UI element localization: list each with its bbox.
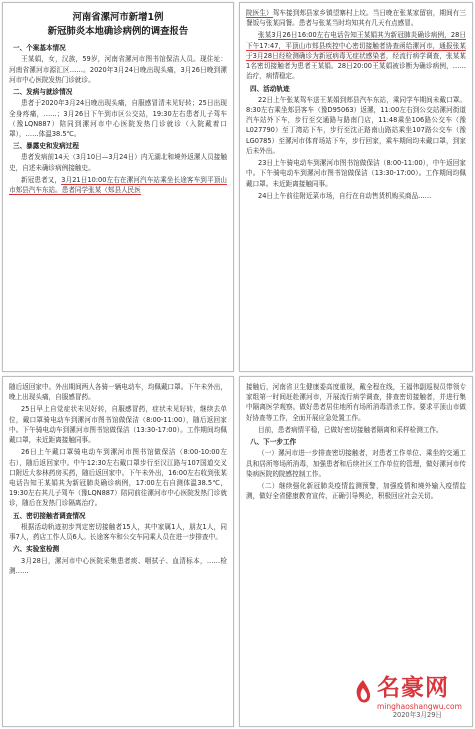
section-heading-basic-info: 一、个案基本情况 [13,44,66,53]
site-watermark [352,660,474,726]
paragraph-trajectory-25: 25日早上自觉症状未见好转，自服感冒药，症状未见好转，继续去单位，戴口罩骑电动车到漯河市图书馆做保洁（8:00-11:00），随后返回家中。下午骑电动车到漯河市图书馆做保洁（13:30-17:00）。工作期间均佩戴口罩，未近距离接触同事。 [9,405,227,445]
watermark-site-name: 名豪网 [377,673,449,701]
paragraph-notification-end: ，经流行病学调查，张某某1名密切接触者为患者王某娟。28日20:00王某娟被诊断为确诊病例，……治疗，病情稳定。 [246,51,466,81]
paragraph-continued-contact [246,8,466,28]
paragraph-travel [9,175,227,195]
section-heading-lab: 六、实验室检测 [13,545,60,554]
paragraph-next-step-2: （二）继续强化新冠肺炎疫情监测预警，加强疫情和境外输入疫情监测，做好全省健康教育宣传，正确引导舆论，积极回应社会关切。 [246,481,466,501]
watermark-logo-icon [352,678,374,708]
paragraph-basic-info: 王某娟，女，汉族，59岁，河南省漯河市图书馆保洁人员。现住址：河南省漯河市源汇区……。2020年3月24日晚出现头痛，3月26日晚到漯河市中心医院发热门诊就诊。 [9,55,227,84]
paragraph-trajectory-23: 23日上午骑电动车到漯河市图书馆做保洁（8:00-11:00），中午返回家中。下午骑电动车到漯河市图书馆做保洁（13:30-17:00）。工作期间均佩戴口罩。未近距离接触同事。 [246,159,466,188]
paragraph-contact-body: 驾车接到郏县家乡镇望寨村上坟。当日晚在张某家留宿，期间有三餐饭与张某同餐。患者与张某当时均知其有几天有点感冒。 [246,9,467,28]
paragraph-trajectory-26: 26日上午戴口罩骑电动车到漯河市图书馆做保洁（8:00-10:00左右），随后返回家中。中午12:30左右戴口罩步行至汉江路与107国道交叉口附近大参林药房买药，随后返回家中。下午未外出，16:00左右收到张某电话告知王某娟其为新冠肺炎确诊病例，17:00左右自测体温38.5℃，19:30左右其儿子驾车（豫LQN887）陪同前往漯河市中心医院发热门诊就诊，随后在发热门诊隔离治疗。 [9,448,227,508]
section-heading-trajectory: 四、活动轨迹 [250,84,290,93]
paragraph-notification [246,30,466,81]
paragraph-travel-start: 新冠患者又， [21,175,62,184]
watermark-site-url: minghaoshangwu.com [377,701,462,711]
section-heading-contacts: 五、密切接触者调查情况 [13,511,86,520]
paragraph-exposure: 患者发病前14天（3月10日—3月24日）内无湖北和境外返漯人员接触史，自述未确诊病例接触史。 [9,153,227,172]
underlined-travel-text: 3月21日10:00左右在漯河汽车站乘坐长途客车到平顶山市郏县汽车东站。患者同学张某（郏县人民医 [9,175,227,195]
paragraph-response: 接触后，河南省卫生健康委高度重视，戴全程在线，王福伟副巡视员带领专家组第一时间赶赴漯河市，开展流行病学调查，排查密切接触者，并进行集中隔离医学观察。做好患者居住地所有场所消毒清杀工作。要求平顶山市做好协查等工作，全面开展应急处置工作。 [246,383,466,422]
underlined-doctor-text: 院医生） [246,9,273,17]
report-date: 2020年3月29日 [392,710,442,719]
paragraph-lab: 3月28日，漯河市中心医院采集患者痰、咽拭子、血清标本，……检测…… [9,556,227,575]
report-title-line-1: 河南省漯河市新增1例 [72,12,164,23]
section-heading-exposure: 三、暴露史和发病过程 [13,142,79,151]
report-page-2 [239,2,473,372]
paragraph-contacts: 根据活动轨迹初步判定密切接触者15人，其中家属1人，朋友1人，同事7人，药店工作人员6人。长途客车和公交车同乘人员在进一步排查中。 [9,522,227,542]
underlined-notification-text: 张某3月26日16:00左右电话告知王某娟其为新冠肺炎确诊病例，28日下午17:47，平顶山市郏县疾控中心密切接触者协查函给漯河市，通报张某于3月28日经检测确诊为新冠病毒无症状感染者 [246,31,466,60]
paragraph-status: 目前，患者病情平稳，已做好密切接触者隔离和采样检测工作。 [258,425,443,434]
paragraph-onset: 患者于2020年3月24日晚出现头痛，自服感冒清未见好转；25日出现全身疼痛，……；3月26日下午到市区公交站，19:30左右患者儿子驾车（豫LQN887）陪同到漯河市中心医院发热门诊就诊（入院戴着口罩），……体温38.5℃。 [9,99,227,138]
paragraph-trajectory-24: 24日上午前往附近菜市场，自行在自动售货机购买商品…… [258,191,432,200]
report-title [9,11,227,38]
report-title-line-2: 新冠肺炎本地确诊病例的调查报告 [47,25,189,37]
paragraph-next-step-1: （一）漯河市进一步排查密切接触者，对患者工作单位、乘坐的交通工具和居所等场所消毒，加强患者和后续社区工作单位的管理，做好漯河市传染病医院的院感控制工作。 [246,449,466,478]
section-heading-onset: 二、发病与就诊情况 [13,88,73,97]
section-heading-next-steps: 八、下一步工作 [250,438,297,447]
report-page-3 [2,376,234,727]
report-page-1 [2,2,234,372]
paragraph-trajectory-24-cont: 随后返回家中。外出期间两人各骑一辆电动车，均佩戴口罩。下午未外出，晚上出现头痛，自服感冒药。 [9,383,227,402]
paragraph-trajectory-22: 22日上午张某驾车送王某娟到郏县汽车东站，乘同学车期间未戴口罩。8:30左右乘坐郏县客车（豫D95063）返漯，11:00左右到公交站漯河街道汽车站外下车，步行至交通路与路南门店，11:48乘坐106路公交车（豫L027790）至丁湾站下车，步行至沈正路南山路站乘坐107路公交车（豫LG0785）至漯河市体育场站下车，步行回家，乘车期间均未戴口罩，到家后未外出。 [246,95,466,155]
watermark-text [377,673,462,711]
